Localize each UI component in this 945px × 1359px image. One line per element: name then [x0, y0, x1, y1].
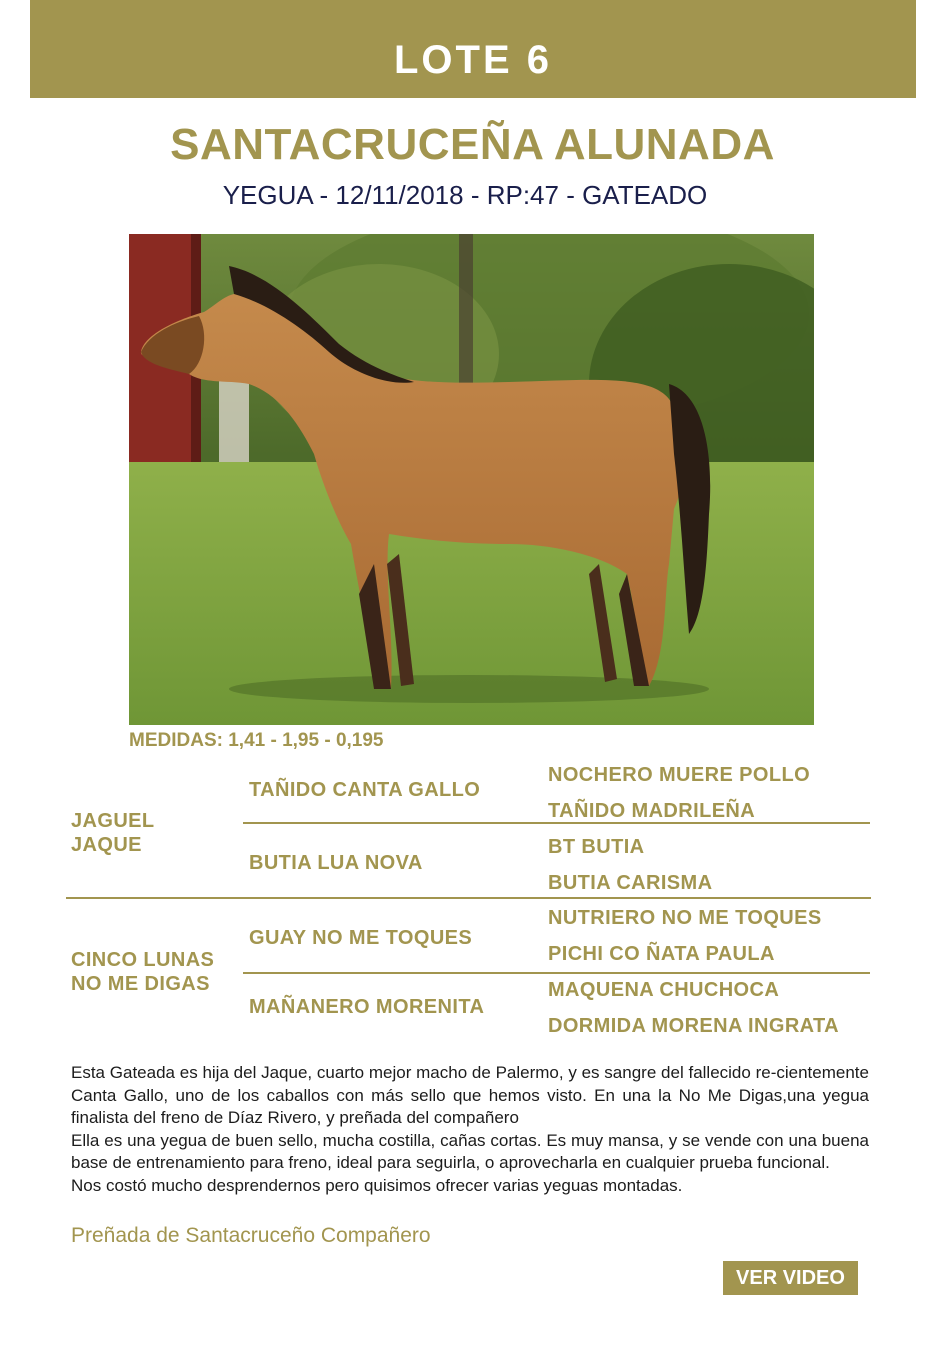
- horse-subtitle: YEGUA - 12/11/2018 - RP:47 - GATEADO: [222, 180, 708, 210]
- horse-photo-illustration: [129, 234, 814, 725]
- description-paragraph: Ella es una yegua de buen sello, mucha costilla, cañas cortas. Es muy mansa, y se vende con una buena base de entrenamiento para freno, ideal para seguirla, o aprovecharla en cualquier prueba funcional.: [71, 1130, 869, 1172]
- pedigree-dam-dam-sire: MAQUENA CHUCHOCA: [548, 979, 780, 1001]
- pedigree-dam-line2: NO ME DIGAS: [71, 973, 210, 995]
- pedigree-divider: [243, 972, 870, 974]
- pedigree-dam-sire-sire: NUTRIERO NO ME TOQUES: [548, 907, 822, 929]
- pedigree-divider-main: [66, 897, 871, 899]
- horse-photo: [129, 234, 814, 725]
- pedigree-divider: [243, 822, 870, 824]
- pedigree-dam-dam-dam: DORMIDA MORENA INGRATA: [548, 1015, 839, 1037]
- pedigree-sire-dam: BUTIA LUA NOVA: [249, 852, 423, 874]
- description-paragraph: Esta Gateada es hija del Jaque, cuarto mejor macho de Palermo, y es sangre del fallecido re-cientemente Canta Gallo, uno de los caballos con más sello que hemos visto. En una la No Me Digas,una yegua finalista del freno de Díaz Rivero, y preñada del compañero: [71, 1063, 869, 1127]
- pedigree-sire-line2: JAQUE: [71, 834, 142, 856]
- pedigree-sire-dam-sire: BT BUTIA: [548, 836, 645, 858]
- pedigree-dam-sire-dam: PICHI CO ÑATA PAULA: [548, 943, 775, 965]
- pedigree-sire-sire: TAÑIDO CANTA GALLO: [249, 779, 481, 801]
- pedigree-dam-line1: CINCO LUNAS: [71, 949, 215, 971]
- description: [71, 1062, 869, 1197]
- pedigree-sire-sire-dam: TAÑIDO MADRILEÑA: [548, 800, 756, 822]
- pedigree-dam-dam: MAÑANERO MORENITA: [249, 996, 485, 1018]
- lote-title: LOTE 6: [393, 37, 553, 82]
- medidas-text: MEDIDAS: 1,41 - 1,95 - 0,195: [129, 730, 384, 751]
- prenada-text: Preñada de Santacruceño Compañero: [71, 1224, 431, 1247]
- pedigree-sire-line1: JAGUEL: [71, 810, 155, 832]
- pedigree-dam-sire: GUAY NO ME TOQUES: [249, 927, 473, 949]
- ver-video-button[interactable]: VER VIDEO: [723, 1261, 858, 1295]
- pedigree-sire-dam-dam: BUTIA CARISMA: [548, 872, 713, 894]
- lote-banner: [30, 0, 916, 98]
- horse-name: SANTACRUCEÑA ALUNADA: [170, 120, 775, 169]
- pedigree-sire-sire-sire: NOCHERO MUERE POLLO: [548, 764, 811, 786]
- description-paragraph: Nos costó mucho desprendernos pero quisimos ofrecer varias yeguas montadas.: [71, 1175, 683, 1195]
